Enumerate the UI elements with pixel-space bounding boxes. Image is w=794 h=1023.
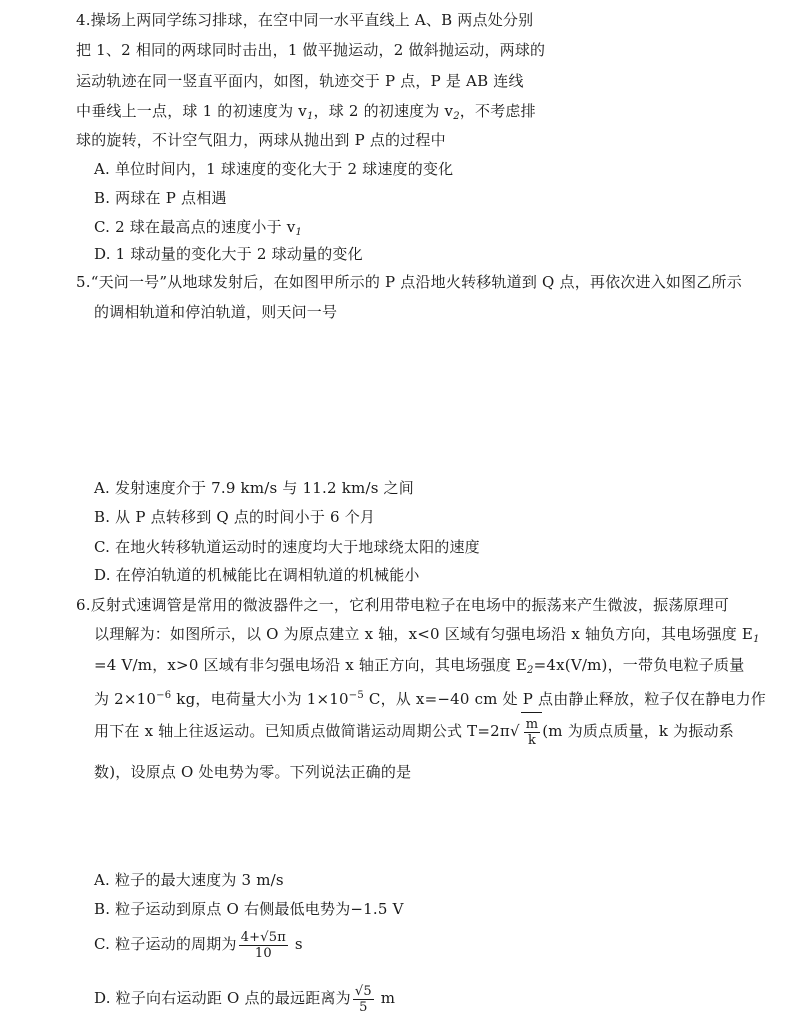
q6-line-6: 数)，设原点 O 处电势为零。下列说法正确的是 xyxy=(94,763,412,781)
q6-option-c-unit: s xyxy=(289,935,303,953)
q4-v1-subscript: 1 xyxy=(306,111,314,122)
q5-line-1: 5.“天问一号”从地球发射后，在如图甲所示的 P 点沿地火转移轨道到 Q 点，再依次进入如图乙所示 xyxy=(76,273,742,291)
q6-option-d-unit: m xyxy=(375,989,396,1007)
q5-line-2: 的调相轨道和停泊轨道，则天问一号 xyxy=(94,303,338,321)
q4-option-c-subscript: 1 xyxy=(295,227,302,238)
q6-period-numerator: m xyxy=(525,716,539,732)
q6-line-5 xyxy=(94,712,734,749)
q6-option-a: A. 粒子的最大速度为 3 m/s xyxy=(94,871,284,889)
q4-line-1: 4.操场上两同学练习排球，在空中同一水平直线上 A、B 两点处分别 xyxy=(76,11,534,29)
q6-line-4-text-b: kg，电荷量大小为 1×10 xyxy=(171,690,349,708)
q6-line-5-text-a: 用下在 x 轴上往返运动。已知质点做简谐运动周期公式 T=2π xyxy=(94,722,510,740)
q6-line-2 xyxy=(94,624,760,650)
q6-option-c-numerator: 4+√5π xyxy=(240,929,286,945)
q4-option-b: B. 两球在 P 点相遇 xyxy=(94,189,227,207)
q4-v2-subscript: 2 xyxy=(453,111,460,122)
q4-line-2: 把 1、2 相同的两球同时击出，1 做平抛运动，2 做斜抛运动，两球的 xyxy=(76,41,546,59)
q6-e1-subscript: 1 xyxy=(753,634,760,645)
q6-line-5-text-b: (m 为质点质量，k 为振动系 xyxy=(542,722,734,740)
q4-line-4-text-a: 中垂线上一点，球 1 的初速度为 v xyxy=(76,102,307,120)
q6-option-d-numerator: √5 xyxy=(354,983,372,999)
q6-option-c-denominator: 10 xyxy=(254,945,272,961)
q6-option-c-text: C. 粒子运动的周期为 xyxy=(94,935,237,953)
q5-option-c: C. 在地火转移轨道运动时的速度均大于地球绕太阳的速度 xyxy=(94,538,480,556)
q5-option-b: B. 从 P 点转移到 Q 点的时间小于 6 个月 xyxy=(94,508,376,526)
q4-option-c xyxy=(94,217,302,243)
q6-line-4-text-a: 为 2×10 xyxy=(94,690,157,708)
q6-line-3-text-b: =4x(V/m)，一带负电粒子质量 xyxy=(533,656,745,674)
q4-line-4-text-e: ，不考虑排 xyxy=(459,102,536,120)
q6-line-4 xyxy=(94,686,766,709)
q6-option-d-text: D. 粒子向右运动距 O 点的最远距离为 xyxy=(94,989,351,1007)
q6-option-d-denominator: 5 xyxy=(359,999,368,1015)
q4-line-5: 球的旋转，不计空气阻力，两球从抛出到 P 点的过程中 xyxy=(76,131,446,149)
q6-option-c-fraction xyxy=(239,930,288,961)
q5-option-d: D. 在停泊轨道的机械能比在调相轨道的机械能小 xyxy=(94,566,420,584)
q6-option-d-fraction xyxy=(353,984,374,1015)
q6-e2-subscript: 2 xyxy=(527,665,534,676)
q6-period-denominator: k xyxy=(527,732,537,748)
q6-mass-exponent: −6 xyxy=(156,690,172,701)
q6-option-d xyxy=(94,980,395,1016)
q4-line-3: 运动轨迹在同一竖直平面内，如图，轨迹交于 P 点，P 是 AB 连线 xyxy=(76,72,524,90)
q6-line-3-text-a: =4 V/m，x>0 区域有非匀强电场沿 x 轴正方向，其电场强度 E xyxy=(94,656,528,674)
sqrt-symbol: √ xyxy=(509,722,520,740)
q6-line-2-text: 以理解为：如图所示，以 O 为原点建立 x 轴，x<0 区域有匀强电场沿 x 轴负方向，其电场强度 E xyxy=(94,625,754,643)
q4-option-c-text: C. 2 球在最高点的速度小于 v xyxy=(94,218,296,236)
q6-option-b: B. 粒子运动到原点 O 右侧最低电势为−1.5 V xyxy=(94,900,404,918)
q4-line-4-text-c: ，球 2 的初速度为 v xyxy=(313,102,454,120)
q6-line-1: 6.反射式速调管是常用的微波器件之一，它利用带电粒子在电场中的振荡来产生微波，振荡原理可 xyxy=(76,596,730,614)
q6-period-fraction xyxy=(524,717,541,748)
q6-charge-exponent: −5 xyxy=(348,690,364,701)
q5-option-a: A. 发射速度介于 7.9 km/s 与 11.2 km/s 之间 xyxy=(94,479,414,497)
q6-line-4-text-c: C，从 x=−40 cm 处 P 点由静止释放，粒子仅在静电力作 xyxy=(363,690,767,708)
q6-line-3 xyxy=(94,655,744,681)
q4-option-a: A. 单位时间内，1 球速度的变化大于 2 球速度的变化 xyxy=(94,160,454,178)
q6-option-c xyxy=(94,926,303,962)
q4-line-4 xyxy=(76,101,536,127)
q4-option-d: D. 1 球动量的变化大于 2 球动量的变化 xyxy=(94,245,363,263)
